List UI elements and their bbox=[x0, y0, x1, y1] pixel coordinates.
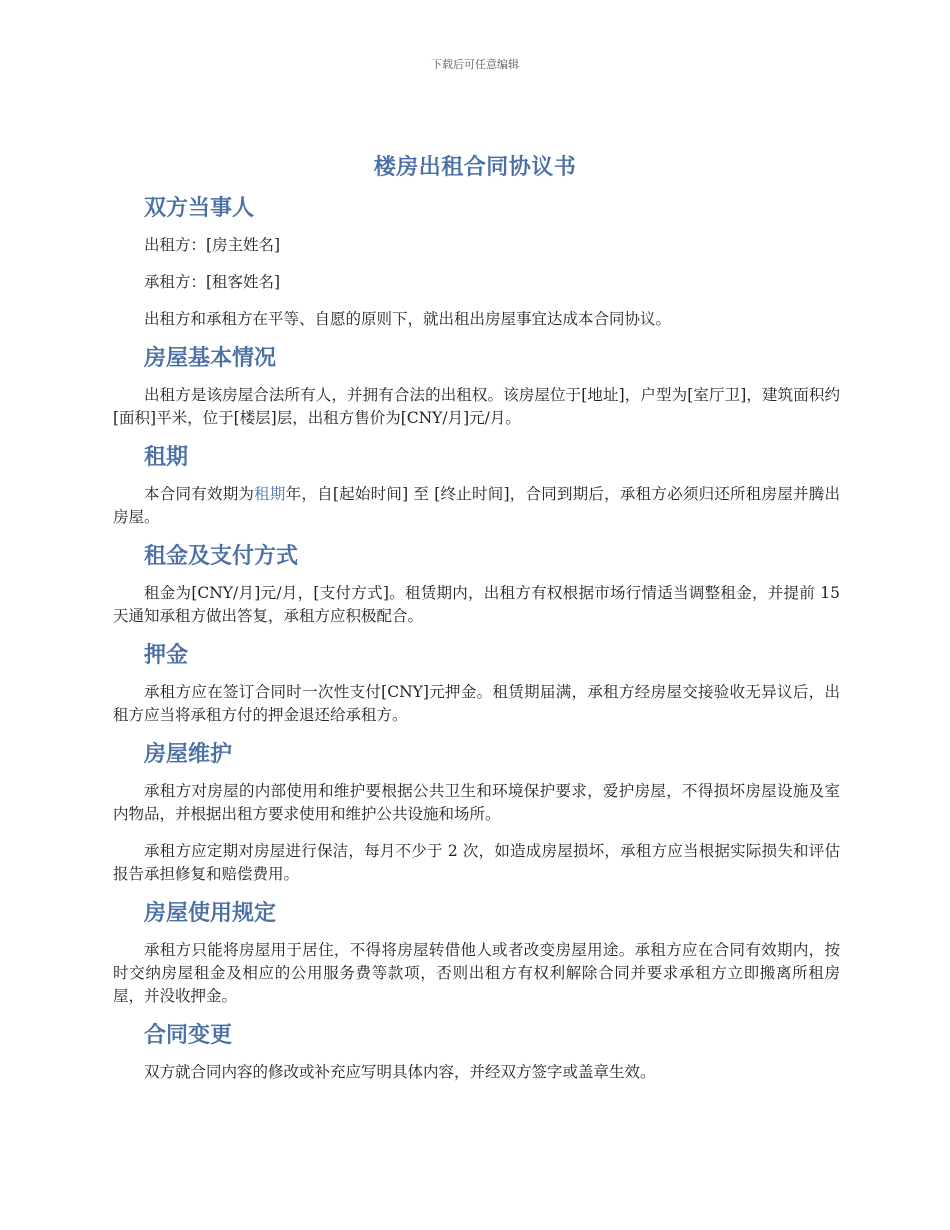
section-heading-rent: 租金及支付方式 bbox=[144, 544, 299, 569]
paragraph-maintenance-1: 承租方对房屋的内部使用和维护要根据公共卫生和环境保护要求，爱护房屋，不得损坏房屋设施及室内物品，并根据出租方要求使用和维护公共设施和场所。 bbox=[113, 782, 840, 823]
paragraph-rent: 租金为[CNY/月]元/月，[支付方式]。租赁期内，出租方有权根据市场行情适当调整租金，并提前 15 天通知承租方做出答复，承租方应积极配合。 bbox=[113, 584, 840, 625]
section-heading-changes: 合同变更 bbox=[144, 1023, 233, 1048]
document-body bbox=[113, 192, 840, 1084]
section-heading-maintenance: 房屋维护 bbox=[144, 742, 233, 767]
paragraph-changes: 双方就合同内容的修改或补充应写明具体内容，并经双方签字或盖章生效。 bbox=[144, 1063, 656, 1081]
paragraph-property: 出租方是该房屋合法所有人，并拥有合法的出租权。该房屋位于[地址]，户型为[室厅卫]，建筑面积约[面积]平米，位于[楼层]层，出租方售价为[CNY/月]元/月。 bbox=[113, 386, 840, 427]
section-heading-usage: 房屋使用规定 bbox=[144, 901, 277, 926]
paragraph-maintenance-2: 承租方应定期对房屋进行保洁，每月不少于 2 次，如造成房屋损坏，承租方应当根据实际损失和评估报告承担修复和赔偿费用。 bbox=[113, 842, 840, 883]
header-note: 下载后可任意编辑 bbox=[431, 58, 519, 71]
section-heading-term: 租期 bbox=[144, 445, 189, 470]
term-text-before: 本合同有效期为 bbox=[144, 485, 255, 503]
paragraph-usage: 承租方只能将房屋用于居住，不得将房屋转借他人或者改变房屋用途。承租方应在合同有效期内，按时交纳房屋租金及相应的公用服务费等款项，否则出租方有权利解除合同并要求承租方立即搬离所租房屋，并没收押金。 bbox=[113, 941, 840, 1005]
term-link[interactable]: 租期 bbox=[254, 485, 286, 503]
paragraph-term bbox=[113, 483, 840, 529]
paragraph-agreement: 出租方和承租方在平等、自愿的原则下，就出租出房屋事宜达成本合同协议。 bbox=[144, 310, 672, 328]
section-heading-deposit: 押金 bbox=[144, 643, 189, 668]
paragraph-lessee: 承租方：[租客姓名] bbox=[144, 273, 281, 291]
document-title: 楼房出租合同协议书 bbox=[373, 155, 577, 180]
paragraph-lessor: 出租方：[房主姓名] bbox=[144, 236, 281, 254]
section-heading-parties: 双方当事人 bbox=[144, 196, 255, 221]
paragraph-deposit: 承租方应在签订合同时一次性支付[CNY]元押金。租赁期届满，承租方经房屋交接验收无异议后，出租方应当将承租方付的押金退还给承租方。 bbox=[113, 683, 840, 724]
term-text-after: 年，自[起始时间] 至 [终止时间]，合同到期后，承租方必须归还所租房屋并腾出房屋。 bbox=[113, 485, 840, 526]
section-heading-property: 房屋基本情况 bbox=[144, 346, 277, 371]
